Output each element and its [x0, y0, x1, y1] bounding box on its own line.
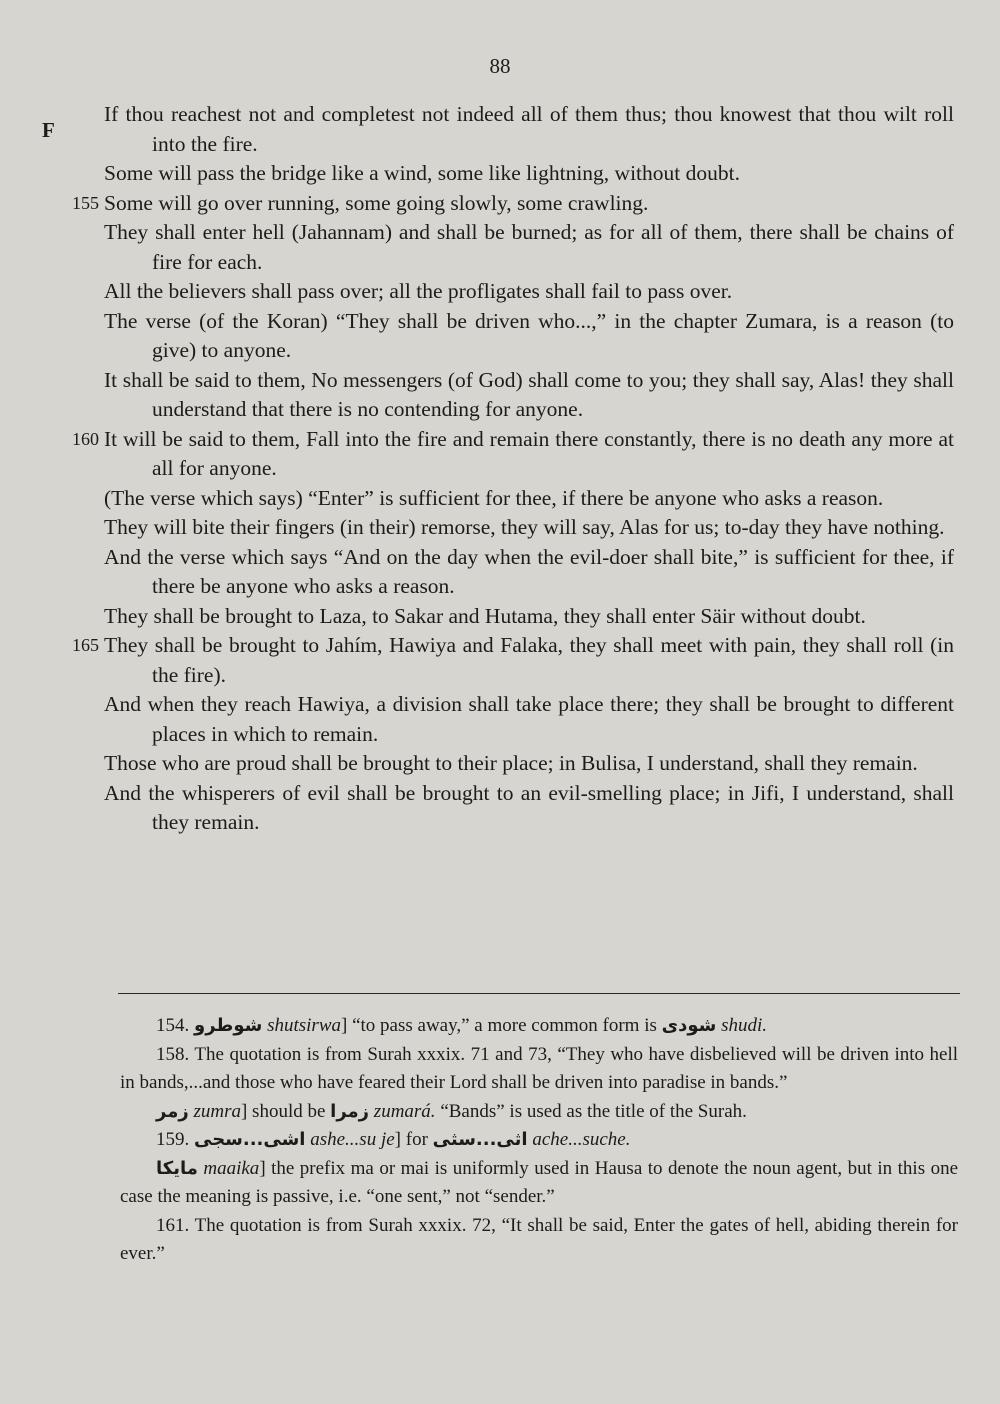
line-number: 165: [72, 635, 99, 655]
page-number: 88: [489, 54, 511, 78]
verse-text: They will bite their fingers (in their) remorse, they will say, Alas for us; to-day they have nothing.: [104, 515, 945, 539]
verse: [104, 159, 954, 189]
verse-text: The verse (of the Koran) “They shall be driven who...,” in the chapter Zumara, is a reason (to give) to anyone.: [104, 308, 954, 362]
verse-text: It shall be said to them, No messengers (of God) shall come to you; they shall say, Alas! they shall understand that there is no contending for anyone.: [104, 367, 954, 421]
verse: [104, 690, 954, 749]
arabic-term: زمر: [156, 1100, 189, 1122]
verse-text: (The verse which says) “Enter” is sufficient for thee, if there be anyone who asks a reason.: [104, 485, 884, 510]
verse: [104, 543, 954, 602]
verse-text: And the verse which says “And on the day when the evil-doer shall bite,” is sufficient for thee, if there be anyone who asks a reason.: [104, 544, 954, 598]
arabic-term: اثى...سثى: [432, 1129, 528, 1150]
verse-list: [72, 100, 954, 838]
transliteration: maaika: [203, 1157, 260, 1179]
footnote-divider: [118, 993, 960, 994]
footnote-161: 161. The quotation is from Surah xxxix. 72, “It shall be said, Enter the gates of hell, abiding therein for ever.”: [120, 1214, 958, 1264]
verse-text: Those who are proud shall be brought to their place; in Bulisa, I understand, shall they remain.: [104, 751, 918, 775]
verse: [104, 100, 954, 159]
verse: [104, 366, 954, 425]
verse-text: Some will pass the bridge like a wind, some like lightning, without doubt.: [104, 161, 740, 185]
verse: [72, 189, 954, 219]
verse: [72, 425, 954, 484]
arabic-term: زمرا: [330, 1100, 370, 1122]
verse: [104, 602, 954, 632]
transliteration: ashe...su je: [310, 1129, 395, 1150]
verse: [104, 484, 954, 514]
verse: [104, 307, 954, 366]
verse: [104, 749, 954, 779]
footnote-154: 154. شوطرو shutsirwa] “to pass away,” a more common form is شودى shudi.: [156, 1015, 768, 1036]
footnote-158: 158. The quotation is from Surah xxxix. 71 and 73, “They who have disbelieved will be driven into hell in bands,...and those who have feared their Lord shall be driven into paradise in bands.”: [120, 1043, 958, 1093]
footnote-159: 159. اشى...سجى ashe...su je] for اثى...سثى ache...suche.: [156, 1129, 631, 1150]
transliteration: shutsirwa: [267, 1015, 341, 1036]
verse-text: And the whisperers of evil shall be brought to an evil-smelling place; in Jifi, I understand, shall they remain.: [104, 780, 954, 834]
line-number: 160: [72, 428, 99, 449]
transliteration: zumra: [193, 1100, 241, 1122]
arabic-term: مايكا: [156, 1157, 198, 1179]
verse-text: Some will go over running, some going slowly, some crawling.: [104, 190, 649, 215]
verse: [104, 513, 954, 543]
verse: [104, 277, 954, 307]
line-number: 155: [72, 192, 99, 213]
margin-letter: F: [42, 118, 55, 142]
arabic-term: شودى: [661, 1015, 717, 1036]
footnote-158-zumra: زمر zumra] should be زمرا zumará. “Bands” is used as the title of the Surah.: [156, 1100, 747, 1122]
verse-text: They shall be brought to Jahím, Hawiya and Falaka, they shall meet with pain, they shall roll (in the fire).: [104, 633, 954, 687]
transliteration: shudi.: [721, 1015, 768, 1036]
footnotes: [120, 1012, 958, 1269]
verse: [72, 631, 954, 690]
arabic-term: شوطرو: [194, 1015, 263, 1036]
transliteration: zumará.: [373, 1100, 436, 1122]
verse-text: All the believers shall pass over; all the profligates shall fail to pass over.: [104, 279, 733, 303]
verse-text: It will be said to them, Fall into the fire and remain there constantly, there is no death any more at all for anyone.: [104, 426, 954, 480]
verse-text: And when they reach Hawiya, a division shall take place there; they shall be brought to different places in which to remain.: [104, 692, 954, 746]
arabic-term: اشى...سجى: [194, 1129, 306, 1150]
verse-text: They shall enter hell (Jahannam) and shall be burned; as for all of them, there shall be chains of fire for each.: [104, 220, 954, 274]
footnote-159-maaika: مايكا maaika] the prefix ma or mai is uniformly used in Hausa to denote the noun agent, but in this one case the meaning is passive, i.e. “one sent,” not “sender.”: [120, 1157, 958, 1207]
transliteration: ache...suche.: [532, 1129, 631, 1150]
verse: [104, 218, 954, 277]
verse-text: They shall be brought to Laza, to Sakar and Hutama, they shall enter Säir without doubt.: [104, 603, 866, 628]
verse-text: If thou reachest not and completest not indeed all of them thus; thou knowest that thou wilt roll into the fire.: [104, 102, 954, 156]
verse: [104, 779, 954, 838]
